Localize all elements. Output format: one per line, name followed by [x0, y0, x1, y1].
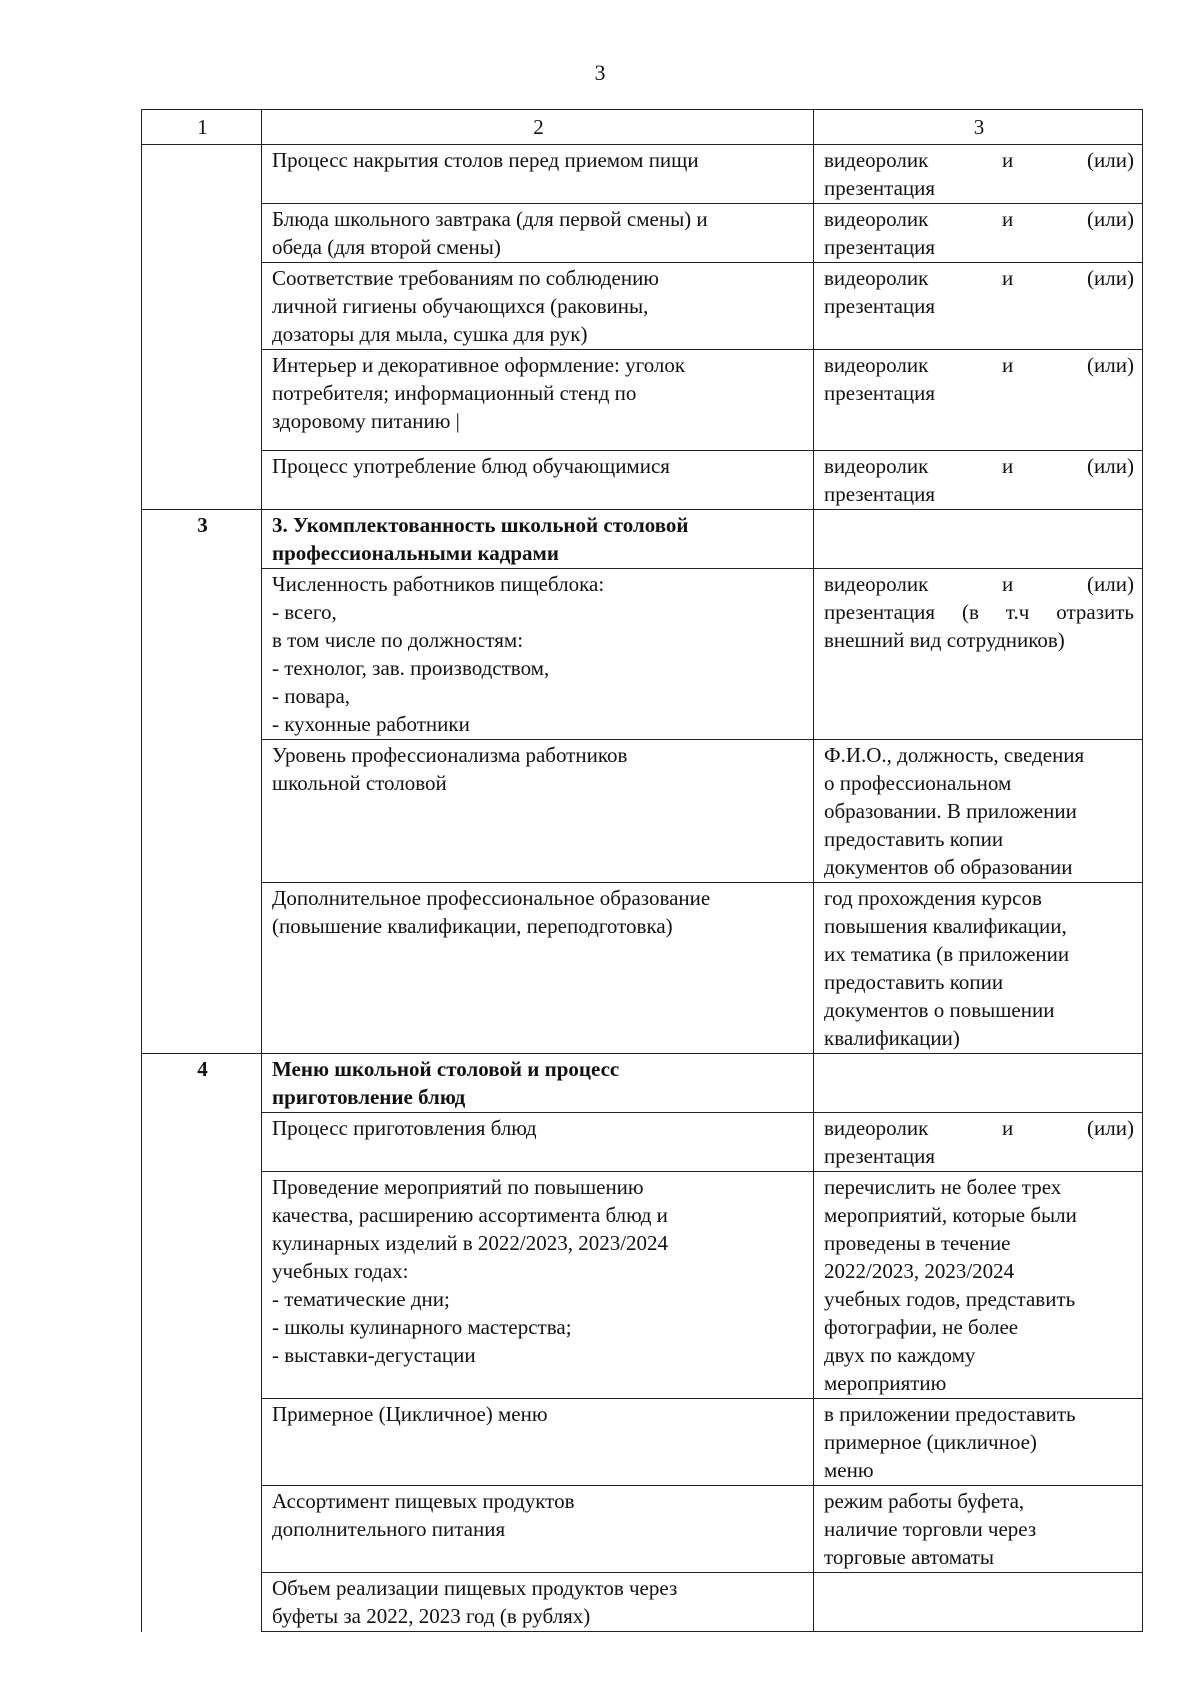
criterion-text: Блюда школьного завтрака (для первой смены) и обеда (для второй смены) — [262, 204, 814, 263]
format-word: (или) — [1087, 1116, 1134, 1140]
format-word: презентация — [824, 235, 936, 259]
criterion-text: Соответствие требованиям по соблюдению личной гигиены обучающихся (раковины, дозаторы для мыла, сушка для рук) — [262, 263, 814, 350]
number-cell — [142, 569, 262, 740]
number-cell — [142, 740, 262, 883]
section-row — [142, 1054, 1143, 1113]
format-cell: Ф.И.О., должность, сведения о профессиональном образовании. В приложении предоставить копии документов об образовании — [814, 740, 1143, 883]
format-word: презентация — [824, 381, 936, 405]
table-row — [142, 1399, 1143, 1486]
format-cell — [814, 263, 1143, 350]
format-cell — [814, 569, 1143, 740]
table-row — [142, 350, 1143, 451]
format-word: и — [1002, 353, 1014, 377]
table-row — [142, 740, 1143, 883]
format-word: (или) — [1087, 266, 1134, 290]
table-row — [142, 263, 1143, 350]
number-cell — [142, 451, 262, 510]
format-line — [824, 351, 1134, 379]
format-word: видеоролик — [824, 353, 929, 377]
format-cell — [814, 1054, 1143, 1113]
page-number: 3 — [594, 60, 606, 85]
format-cell — [814, 451, 1143, 510]
format-word: видеоролик — [824, 266, 929, 290]
number-cell — [142, 1113, 262, 1172]
table-row — [142, 883, 1143, 1054]
format-line — [824, 205, 1134, 233]
format-word: и — [1002, 207, 1014, 231]
format-word: и — [1002, 266, 1014, 290]
header-cell: 1 — [142, 110, 262, 145]
format-word: видеоролик — [824, 572, 929, 596]
number-cell — [142, 1399, 262, 1486]
section-number: 3 — [142, 510, 262, 569]
format-word: презентация — [824, 176, 936, 200]
criterion-text: Процесс приготовления блюд — [262, 1113, 814, 1172]
criterion-text: Ассортимент пищевых продуктов дополнительного питания — [262, 1486, 814, 1573]
format-word: (или) — [1087, 207, 1134, 231]
section-number: 4 — [142, 1054, 262, 1113]
number-cell — [142, 1573, 262, 1632]
format-word: (или) — [1087, 148, 1134, 172]
table-row — [142, 569, 1143, 740]
header-cell: 3 — [814, 110, 1143, 145]
format-cell — [814, 145, 1143, 204]
format-word: и — [1002, 1116, 1014, 1140]
criterion-text: Дополнительное профессиональное образование (повышение квалификации, переподготовка) — [262, 883, 814, 1054]
format-cell — [814, 1113, 1143, 1172]
format-word: презентация — [824, 294, 936, 318]
format-word: (или) — [1087, 353, 1134, 377]
format-cell: перечислить не более трех мероприятий, которые были проведены в течение 2022/2023, 2023/2024 учебных годов, представить фотографии, не более двух по каждому мероприятию — [814, 1172, 1143, 1399]
format-line — [824, 264, 1134, 292]
table-row — [142, 1113, 1143, 1172]
format-word: видеоролик — [824, 1116, 929, 1140]
format-cell — [814, 204, 1143, 263]
number-cell — [142, 263, 262, 350]
table-row — [142, 451, 1143, 510]
criterion-text: Процесс употребление блюд обучающимися — [262, 451, 814, 510]
criterion-text: Проведение мероприятий по повышению качества, расширению ассортимента блюд и кулинарных изделий в 2022/2023, 2023/2024 учебных годах: - тематические дни; - школы кулинарного мастерства; - выставки-дегустации — [262, 1172, 814, 1399]
number-cell — [142, 1172, 262, 1399]
section-title: 3. Укомплектованность школьной столовой профессиональными кадрами — [262, 510, 814, 569]
number-cell — [142, 1486, 262, 1573]
format-word: и — [1002, 454, 1014, 478]
criterion-text: Интерьер и декоративное оформление: уголок потребителя; информационный стенд по здоровому питанию | — [262, 350, 814, 451]
format-line — [824, 1114, 1134, 1142]
format-word: презентация — [824, 1144, 936, 1168]
format-word: (или) — [1087, 572, 1134, 596]
table-row — [142, 1573, 1143, 1632]
number-cell — [142, 883, 262, 1054]
format-word: (или) — [1087, 454, 1134, 478]
criterion-text: Примерное (Цикличное) меню — [262, 1399, 814, 1486]
header-cell: 2 — [262, 110, 814, 145]
criterion-text: Процесс накрытия столов перед приемом пищи — [262, 145, 814, 204]
format-word: видеоролик — [824, 148, 929, 172]
criterion-text: Уровень профессионализма работников школьной столовой — [262, 740, 814, 883]
criterion-text: Объем реализации пищевых продуктов через буфеты за 2022, 2023 год (в рублях) — [262, 1573, 814, 1632]
format-word: видеоролик — [824, 454, 929, 478]
table-row — [142, 204, 1143, 263]
table-header-row — [142, 110, 1143, 145]
format-line — [824, 452, 1134, 480]
table-row — [142, 1172, 1143, 1399]
format-cell: режим работы буфета, наличие торговли через торговые автоматы — [814, 1486, 1143, 1573]
section-title: Меню школьной столовой и процесс приготовление блюд — [262, 1054, 814, 1113]
format-cell: в приложении предоставить примерное (цикличное) меню — [814, 1399, 1143, 1486]
format-cell — [814, 1573, 1143, 1632]
format-cell: год прохождения курсов повышения квалификации, их тематика (в приложении предоставить копии документов о повышении квалификации) — [814, 883, 1143, 1054]
format-line — [824, 146, 1134, 174]
format-note: презентация (в т.ч отразить внешний вид сотрудников) — [824, 600, 1134, 652]
section-row — [142, 510, 1143, 569]
table-row — [142, 1486, 1143, 1573]
format-word: и — [1002, 572, 1014, 596]
format-line — [824, 570, 1134, 598]
table-row — [142, 145, 1143, 204]
criterion-text: Численность работников пищеблока: - всего, в том числе по должностям: - технолог, зав. производством, - повара, - кухонные работники — [262, 569, 814, 740]
format-word: презентация — [824, 482, 936, 506]
number-cell — [142, 145, 262, 204]
number-cell — [142, 204, 262, 263]
criteria-table — [141, 109, 1143, 1632]
format-cell — [814, 510, 1143, 569]
format-word: и — [1002, 148, 1014, 172]
format-word: видеоролик — [824, 207, 929, 231]
number-cell — [142, 350, 262, 451]
format-cell — [814, 350, 1143, 451]
